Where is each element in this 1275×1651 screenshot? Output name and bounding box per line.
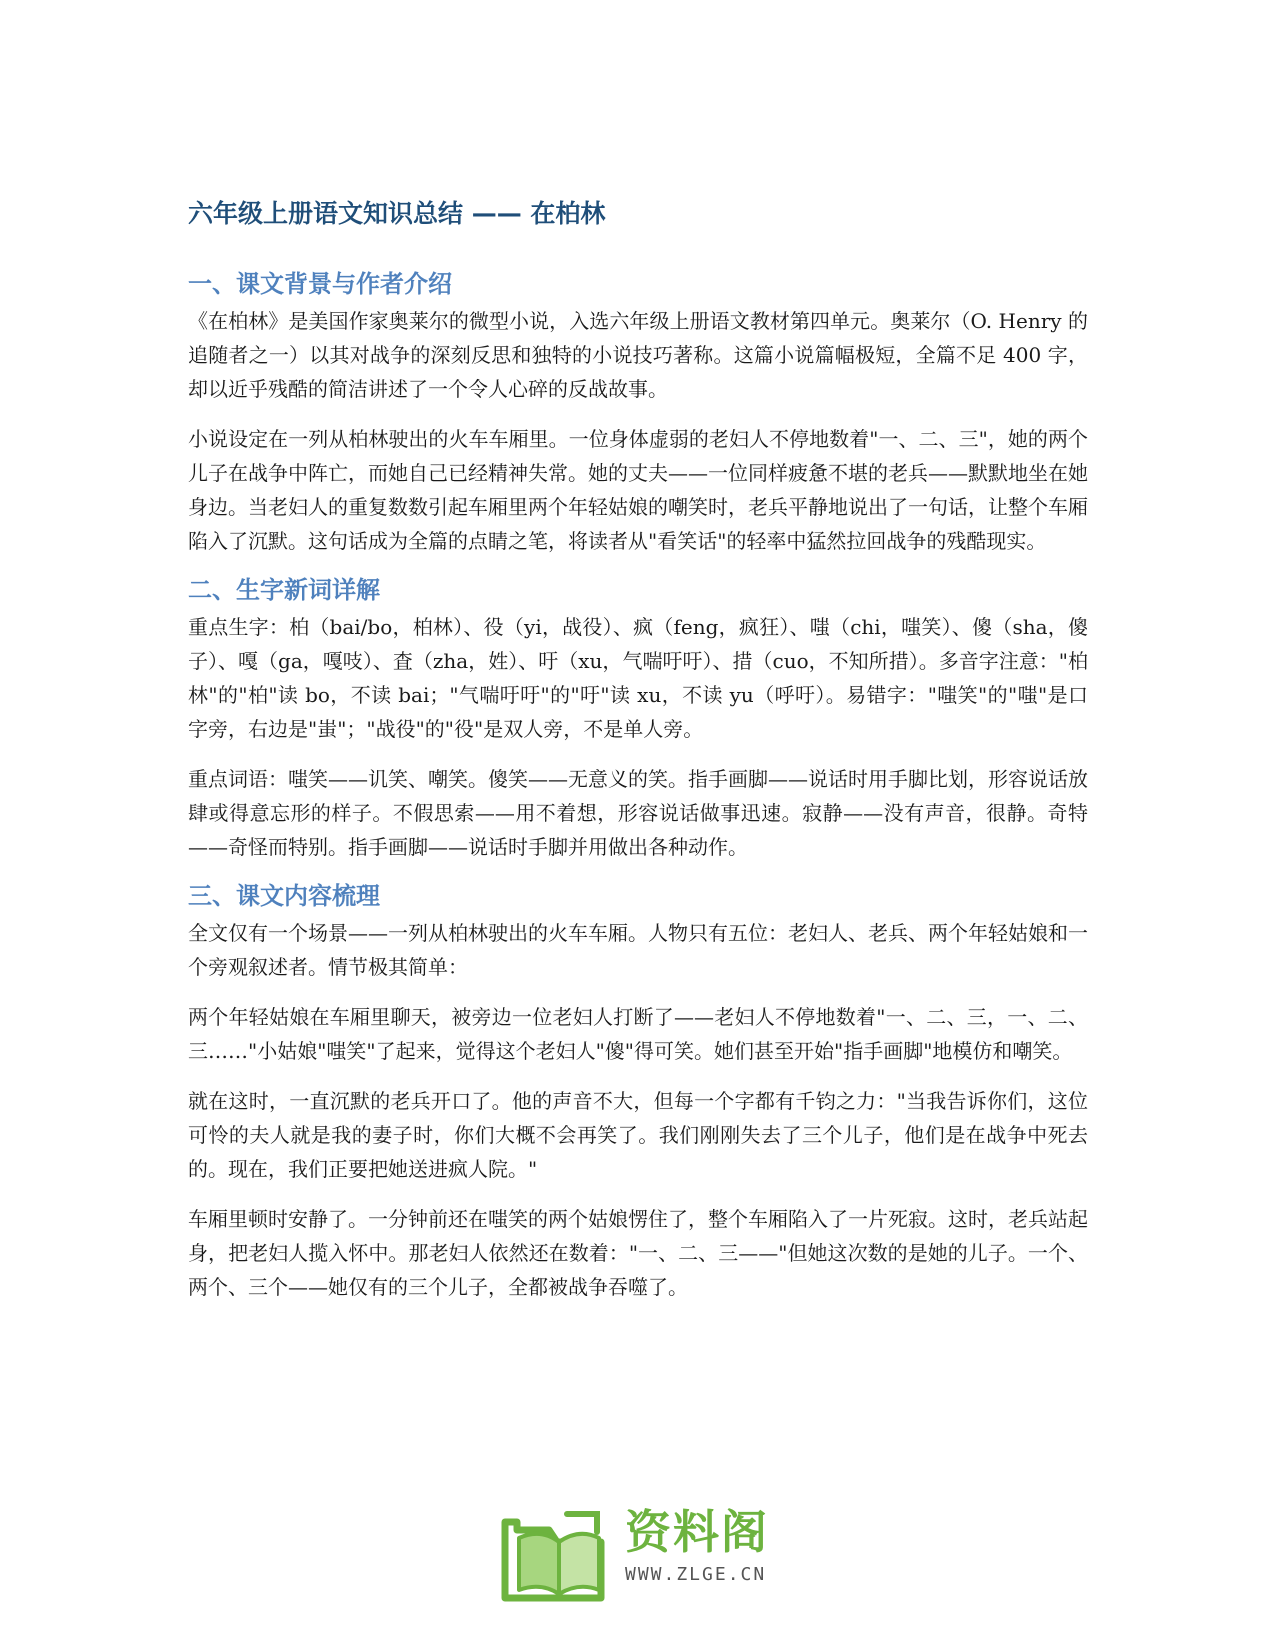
section-heading: 二、生字新词详解 — [188, 576, 380, 604]
paragraph: 全文仅有一个场景——一列从柏林驶出的火车车厢。人物只有五位：老妇人、老兵、两个年轻姑娘和一个旁观叙述者。情节极其简单： — [188, 921, 1088, 979]
paragraph: 就在这时，一直沉默的老兵开口了。他的声音不大，但每一个字都有千钧之力："当我告诉你们，这位可怜的夫人就是我的妻子时，你们大概不会再笑了。我们刚刚失去了三个儿子，他们是在战争中死去的。现在，我们正要把她送进疯人院。" — [188, 1089, 1088, 1181]
watermark-url: WWW.ZLGE.CN — [625, 1564, 767, 1585]
paragraph: 车厢里顿时安静了。一分钟前还在嗤笑的两个姑娘愣住了，整个车厢陷入了一片死寂。这时，老兵站起身，把老妇人揽入怀中。那老妇人依然还在数着："一、二、三——"但她这次数的是她的儿子。一个、两个、三个——她仅有的三个儿子，全都被战争吞噬了。 — [188, 1207, 1088, 1299]
paragraph: 重点词语：嗤笑——讥笑、嘲笑。傻笑——无意义的笑。指手画脚——说话时用手脚比划，形容说话放肆或得意忘形的样子。不假思索——用不着想，形容说话做事迅速。寂静——没有声音，很静。奇特——奇怪而特别。指手画脚——说话时手脚并用做出各种动作。 — [188, 767, 1088, 859]
section-background — [188, 268, 1088, 558]
paragraph: 重点生字：柏（bai/bo，柏林）、役（yi，战役）、疯（feng，疯狂）、嗤（chi，嗤笑）、傻（sha，傻子）、嘎（ga，嘎吱）、査（zha，姓）、吁（xu，气喘吁吁）、措（cuo，不知所措）。多音字注意："柏林"的"柏"读 bo，不读 bai；"气喘吁吁"的"吁"读 xu，不读 yu（呼吁）。易错字："嗤笑"的"嗤"是口字旁，右边是"蚩"；"战役"的"役"是双人旁，不是单人旁。 — [188, 615, 1088, 741]
paragraph: 《在柏林》是美国作家奥莱尔的微型小说，入选六年级上册语文教材第四单元。奥莱尔（O. Henry 的追随者之一）以其对战争的深刻反思和独特的小说技巧著称。这篇小说篇幅极短，全篇不足 400 字，却以近乎残酷的简洁讲述了一个令人心碎的反战故事。 — [188, 309, 1088, 401]
section-content-summary — [188, 880, 1088, 1304]
document-title: 六年级上册语文知识总结 —— 在柏林 — [188, 199, 606, 228]
open-book-folder-icon — [497, 1502, 617, 1607]
section-heading: 一、课文背景与作者介绍 — [188, 270, 452, 298]
section-vocabulary — [188, 574, 1088, 864]
watermark-name: 资料阁 — [625, 1505, 769, 1559]
watermark-logo — [497, 1502, 797, 1607]
section-heading: 三、课文内容梳理 — [188, 882, 380, 910]
document-body — [188, 196, 1088, 1320]
paragraph: 两个年轻姑娘在车厢里聊天，被旁边一位老妇人打断了——老妇人不停地数着"一、二、三，一、二、三……"小姑娘"嗤笑"了起来，觉得这个老妇人"傻"得可笑。她们甚至开始"指手画脚"地模仿和嘲笑。 — [188, 1005, 1088, 1063]
paragraph: 小说设定在一列从柏林驶出的火车车厢里。一位身体虚弱的老妇人不停地数着"一、二、三"，她的两个儿子在战争中阵亡，而她自己已经精神失常。她的丈夫——一位同样疲惫不堪的老兵——默默地坐在她身边。当老妇人的重复数数引起车厢里两个年轻姑娘的嘲笑时，老兵平静地说出了一句话，让整个车厢陷入了沉默。这句话成为全篇的点睛之笔，将读者从"看笑话"的轻率中猛然拉回战争的残酷现实。 — [188, 427, 1088, 553]
